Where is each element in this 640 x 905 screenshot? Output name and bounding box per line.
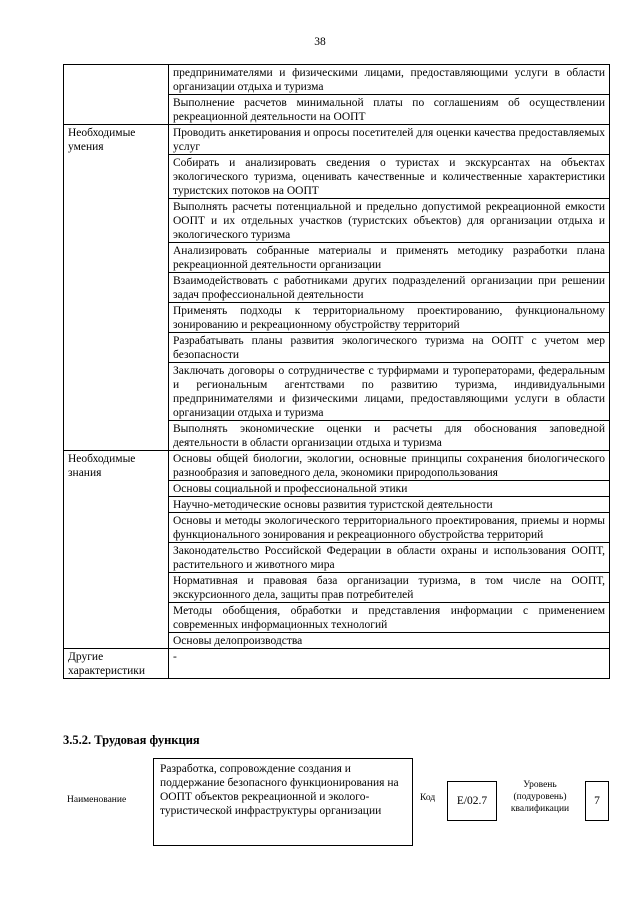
row-value-cell: Выполнять расчеты потенциальной и предельно допустимой рекреационной емкости ООПТ и их отдельных участков (туристских объектов) для организации отдыха и экологического туризма xyxy=(169,199,610,243)
row-value-cell: Методы обобщения, обработки и представления информации с применением современных информационных технологий xyxy=(169,603,610,633)
table-row xyxy=(64,95,610,125)
row-label-cell: Необходимые умения xyxy=(64,125,169,155)
row-value-cell: Применять подходы к территориальному проектированию, функциональному зонированию и рекреационному обустройству территорий xyxy=(169,303,610,333)
row-value-cell: Основы и методы экологического территориального проектирования, приемы и нормы функционального зонирования и рекреационного обустройства территорий xyxy=(169,513,610,543)
row-value-cell: Выполнять экономические оценки и расчеты для обоснования заповедной деятельности в области организации отдыха и туризма xyxy=(169,421,610,451)
row-value-cell: Основы общей биологии, экологии, основные принципы сохранения биологического разнообразия и заповедного дела, экономики природопользования xyxy=(169,451,610,481)
table-row xyxy=(64,65,610,95)
row-value-cell: Проводить анкетирования и опросы посетителей для оценки качества предоставляемых услуг xyxy=(169,125,610,155)
row-value-cell: Нормативная и правовая база организации туризма, в том числе на ООПТ, экскурсионного дела, защиты прав потребителей xyxy=(169,573,610,603)
section-heading: 3.5.2. Трудовая функция xyxy=(63,733,200,747)
table-row xyxy=(64,333,610,363)
row-label-cell: Необходимые знания xyxy=(64,451,169,481)
table-row xyxy=(64,543,610,573)
row-label-cell xyxy=(64,243,169,273)
table-row xyxy=(64,603,610,633)
row-value-cell: Основы делопроизводства xyxy=(169,633,610,649)
row-label-cell xyxy=(64,65,169,95)
table-row xyxy=(64,649,610,679)
row-value-cell: Основы социальной и профессиональной этики xyxy=(169,481,610,497)
table-row xyxy=(64,451,610,481)
row-value-cell: Взаимодействовать с работниками других подразделений организации при решении задач профессиональной деятельности xyxy=(169,273,610,303)
row-label-cell xyxy=(64,95,169,125)
row-value-cell: Разрабатывать планы развития экологического туризма на ООПТ с учетом мер безопасности xyxy=(169,333,610,363)
qualification-level-box: 7 xyxy=(585,781,609,821)
row-value-cell: предпринимателями и физическими лицами, предоставляющими услуги в области организации отдыха и туризма xyxy=(169,65,610,95)
requirements-table xyxy=(63,64,610,679)
table-row xyxy=(64,421,610,451)
name-label: Наименование xyxy=(67,795,127,805)
table-row xyxy=(64,497,610,513)
row-label-cell xyxy=(64,513,169,543)
code-label: Код xyxy=(420,793,436,803)
table-row xyxy=(64,155,610,199)
table-row xyxy=(64,125,610,155)
table-row xyxy=(64,199,610,243)
row-label-cell xyxy=(64,543,169,573)
row-label-cell xyxy=(64,333,169,363)
row-label-cell: Другие характеристики xyxy=(64,649,169,679)
table-row xyxy=(64,573,610,603)
row-value-cell: Заключать договоры о сотрудничестве с турфирмами и туроператорами, федеральным и региональным агентствами по развитию туризма, индивидуальными предпринимателями и физическими лицами, предоставляющими услуги в области организации отдыха и туризма xyxy=(169,363,610,421)
qualification-level-label: Уровень (подуровень) квалификации xyxy=(510,780,570,814)
labor-function-row xyxy=(63,757,610,847)
table-row xyxy=(64,513,610,543)
row-value-cell: Выполнение расчетов минимальной платы по соглашениям об осуществлении рекреационной деятельности на ООПТ xyxy=(169,95,610,125)
row-value-cell: Научно-методические основы развития туристской деятельности xyxy=(169,497,610,513)
row-label-cell xyxy=(64,633,169,649)
table-row xyxy=(64,481,610,497)
row-value-cell: Законодательство Российской Федерации в области охраны и использования ООПТ, растительного и животного мира xyxy=(169,543,610,573)
row-label-cell xyxy=(64,363,169,421)
row-value-cell: Анализировать собранные материалы и применять методику разработки плана рекреационной деятельности организации xyxy=(169,243,610,273)
table-row xyxy=(64,273,610,303)
row-label-cell xyxy=(64,573,169,603)
function-name-box: Разработка, сопровождение создания и поддержание безопасного функционирования на ООПТ объектов рекреационной и эколого-туристической инфраструктуры организации xyxy=(153,758,413,846)
table-row xyxy=(64,303,610,333)
row-label-cell xyxy=(64,603,169,633)
row-value-cell: - xyxy=(169,649,610,679)
row-label-cell xyxy=(64,497,169,513)
row-label-cell xyxy=(64,155,169,199)
row-label-cell xyxy=(64,421,169,451)
row-value-cell: Собирать и анализировать сведения о туристах и экскурсантах на объектах экологического туризма, оценивать качественные и количественные характеристики туристских потоков на ООПТ xyxy=(169,155,610,199)
code-value-box: E/02.7 xyxy=(447,781,497,821)
table-row xyxy=(64,363,610,421)
row-label-cell xyxy=(64,273,169,303)
row-label-cell xyxy=(64,199,169,243)
page-number: 38 xyxy=(314,36,326,48)
row-label-cell xyxy=(64,481,169,497)
table-row xyxy=(64,243,610,273)
row-label-cell xyxy=(64,303,169,333)
table-row xyxy=(64,633,610,649)
